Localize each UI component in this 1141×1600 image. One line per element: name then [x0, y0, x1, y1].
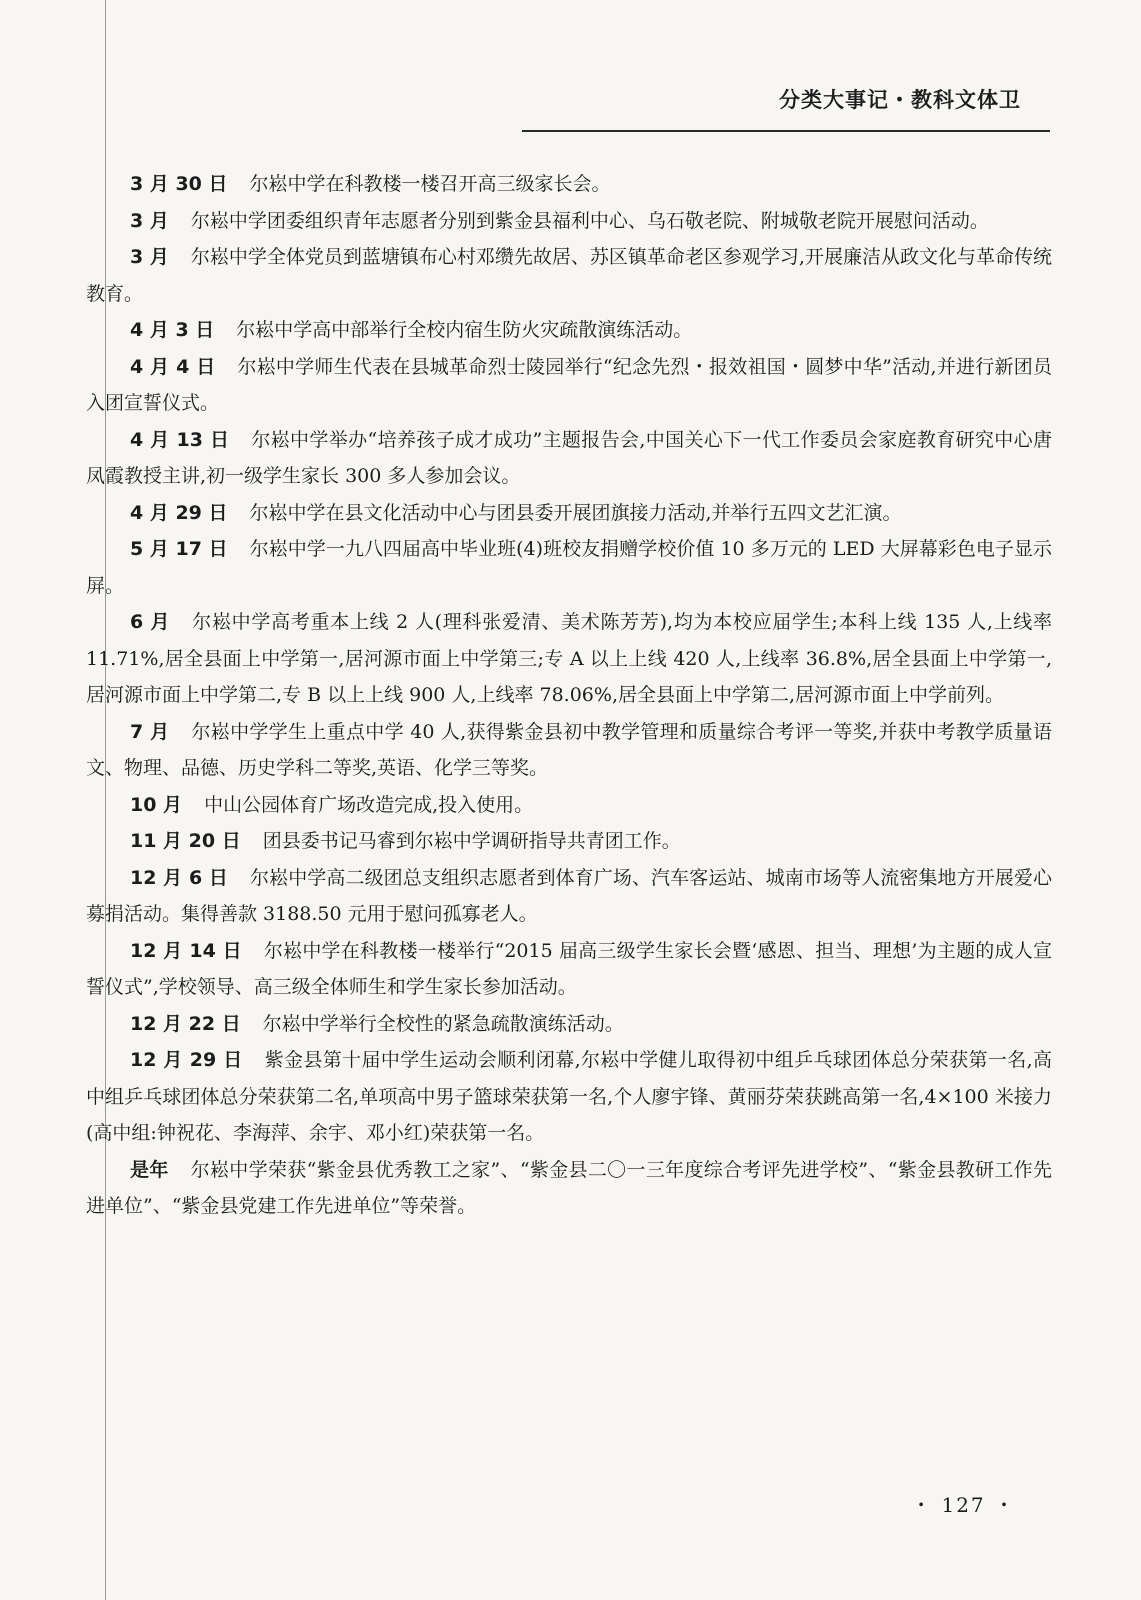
- entry-text: 尔崧中学高中部举行全校内宿生防火灾疏散演练活动。: [236, 319, 693, 341]
- page-number: ・ 127 ・: [911, 1493, 1016, 1517]
- chronicle-entry: [86, 1006, 1052, 1043]
- chronicle-body: [86, 166, 1052, 1225]
- chronicle-entry: [86, 495, 1052, 532]
- chronicle-entry: [86, 714, 1052, 787]
- entry-text: 尔崧中学高二级团总支组织志愿者到体育广场、汽车客运站、城南市场等人流密集地方开展爱心募捐活动。集得善款 3188.50 元用于慰问孤寡老人。: [86, 866, 1052, 925]
- entry-date: 5 月 17 日: [130, 538, 228, 560]
- entry-text: 尔崧中学全体党员到蓝塘镇布心村邓缵先故居、苏区镇革命老区参观学习,开展廉洁从政文化与革命传统教育。: [86, 246, 1052, 305]
- entry-date: 4 月 4 日: [130, 355, 216, 378]
- chronicle-entry: [86, 1042, 1052, 1152]
- chronicle-entry: [86, 349, 1052, 422]
- chronicle-entry: [86, 203, 1052, 240]
- chronicle-entry: [86, 312, 1052, 349]
- header-rule: [522, 130, 1050, 132]
- entry-date: 12 月 29 日: [130, 1049, 243, 1071]
- entry-text: 尔崧中学高考重本上线 2 人(理科张爱清、美术陈芳芳),均为本校应届学生;本科上线 135 人,上线率 11.71%,居全县面上中学第一,居河源市面上中学第三;专 A 以上上线 420 人,上线率 36.8%,居全县面上中学第一,居河源市面上中学第二,专 B 以上上线 900 人,上线率 78.06%,居全县面上中学第二,居河源市面上中学前列。: [86, 611, 1052, 706]
- entry-text: 尔崧中学荣获“紫金县优秀教工之家”、“紫金县二〇一三年度综合考评先进学校”、“紫金县教研工作先进单位”、“紫金县党建工作先进单位”等荣誉。: [86, 1158, 1052, 1217]
- running-head: 分类大事记・教科文体卫: [779, 87, 1021, 112]
- entry-date: 12 月 14 日: [130, 939, 242, 962]
- entry-date: 4 月 29 日: [130, 501, 228, 524]
- entry-text: 尔崧中学举办“培养孩子成才成功”主题报告会,中国关心下一代工作委员会家庭教育研究中心唐凤霞教授主讲,初一级学生家长 300 多人参加会议。: [86, 428, 1053, 487]
- chronicle-entry: [86, 166, 1052, 203]
- chronicle-entry: [86, 823, 1052, 860]
- entry-text: 团县委书记马睿到尔崧中学调研指导共青团工作。: [262, 830, 681, 852]
- entry-date: 7 月: [130, 720, 170, 743]
- chronicle-entry: [86, 422, 1052, 495]
- entry-text: 尔崧中学在科教楼一楼召开高三级家长会。: [249, 173, 611, 195]
- entry-text: 尔崧中学举行全校性的紧急疏散演练活动。: [262, 1012, 624, 1035]
- entry-date: 4 月 3 日: [130, 319, 215, 341]
- entry-date: 12 月 6 日: [130, 866, 228, 889]
- chronicle-entry: [86, 531, 1052, 604]
- entry-date: 是年: [130, 1158, 169, 1181]
- entry-date: 4 月 13 日: [130, 428, 230, 451]
- entry-text: 尔崧中学在县文化活动中心与团县委开展团旗接力活动,并举行五四文艺汇演。: [249, 501, 902, 524]
- entry-text: 尔崧中学师生代表在县城革命烈士陵园举行“纪念先烈・报效祖国・圆梦中华”活动,并进行新团员入团宣誓仪式。: [86, 355, 1052, 414]
- entry-date: 6 月: [130, 611, 171, 633]
- entry-text: 中山公园体育广场改造完成,投入使用。: [204, 793, 534, 816]
- chronicle-entry: [86, 787, 1052, 824]
- chronicle-entry: [86, 239, 1052, 312]
- entry-date: 3 月: [130, 246, 169, 268]
- chronicle-entry: [86, 933, 1052, 1006]
- entry-text: 紫金县第十届中学生运动会顺利闭幕,尔崧中学健儿取得初中组乒乓球团体总分荣获第一名,高中组乒乓球团体总分荣获第二名,单项高中男子篮球荣获第一名,个人廖宇锋、黄丽芬荣获跳高第一名,4×100 米接力(高中组:钟祝花、李海萍、余宇、邓小红)荣获第一名。: [86, 1049, 1052, 1144]
- entry-date: 3 月: [130, 209, 169, 232]
- chronicle-entry: [86, 604, 1052, 714]
- chronicle-entry: [86, 1152, 1052, 1225]
- entry-text: 尔崧中学在科教楼一楼举行“2015 届高三级学生家长会暨‘感恩、担当、理想’为主题的成人宣誓仪式”,学校领导、高三级全体师生和学生家长参加活动。: [86, 939, 1052, 998]
- entry-text: 尔崧中学一九八四届高中毕业班(4)班校友捐赠学校价值 10 多万元的 LED 大屏幕彩色电子显示屏。: [86, 538, 1052, 597]
- entry-text: 尔崧中学团委组织青年志愿者分别到紫金县福利中心、乌石敬老院、附城敬老院开展慰问活动。: [190, 209, 989, 232]
- entry-text: 尔崧中学学生上重点中学 40 人,获得紫金县初中教学管理和质量综合考评一等奖,并获中考教学质量语文、物理、品德、历史学科二等奖,英语、化学三等奖。: [86, 720, 1052, 779]
- entry-date: 11 月 20 日: [130, 830, 241, 852]
- entry-date: 12 月 22 日: [130, 1012, 241, 1035]
- chronicle-entry: [86, 860, 1052, 933]
- entry-date: 3 月 30 日: [130, 173, 228, 195]
- entry-date: 10 月: [130, 793, 183, 816]
